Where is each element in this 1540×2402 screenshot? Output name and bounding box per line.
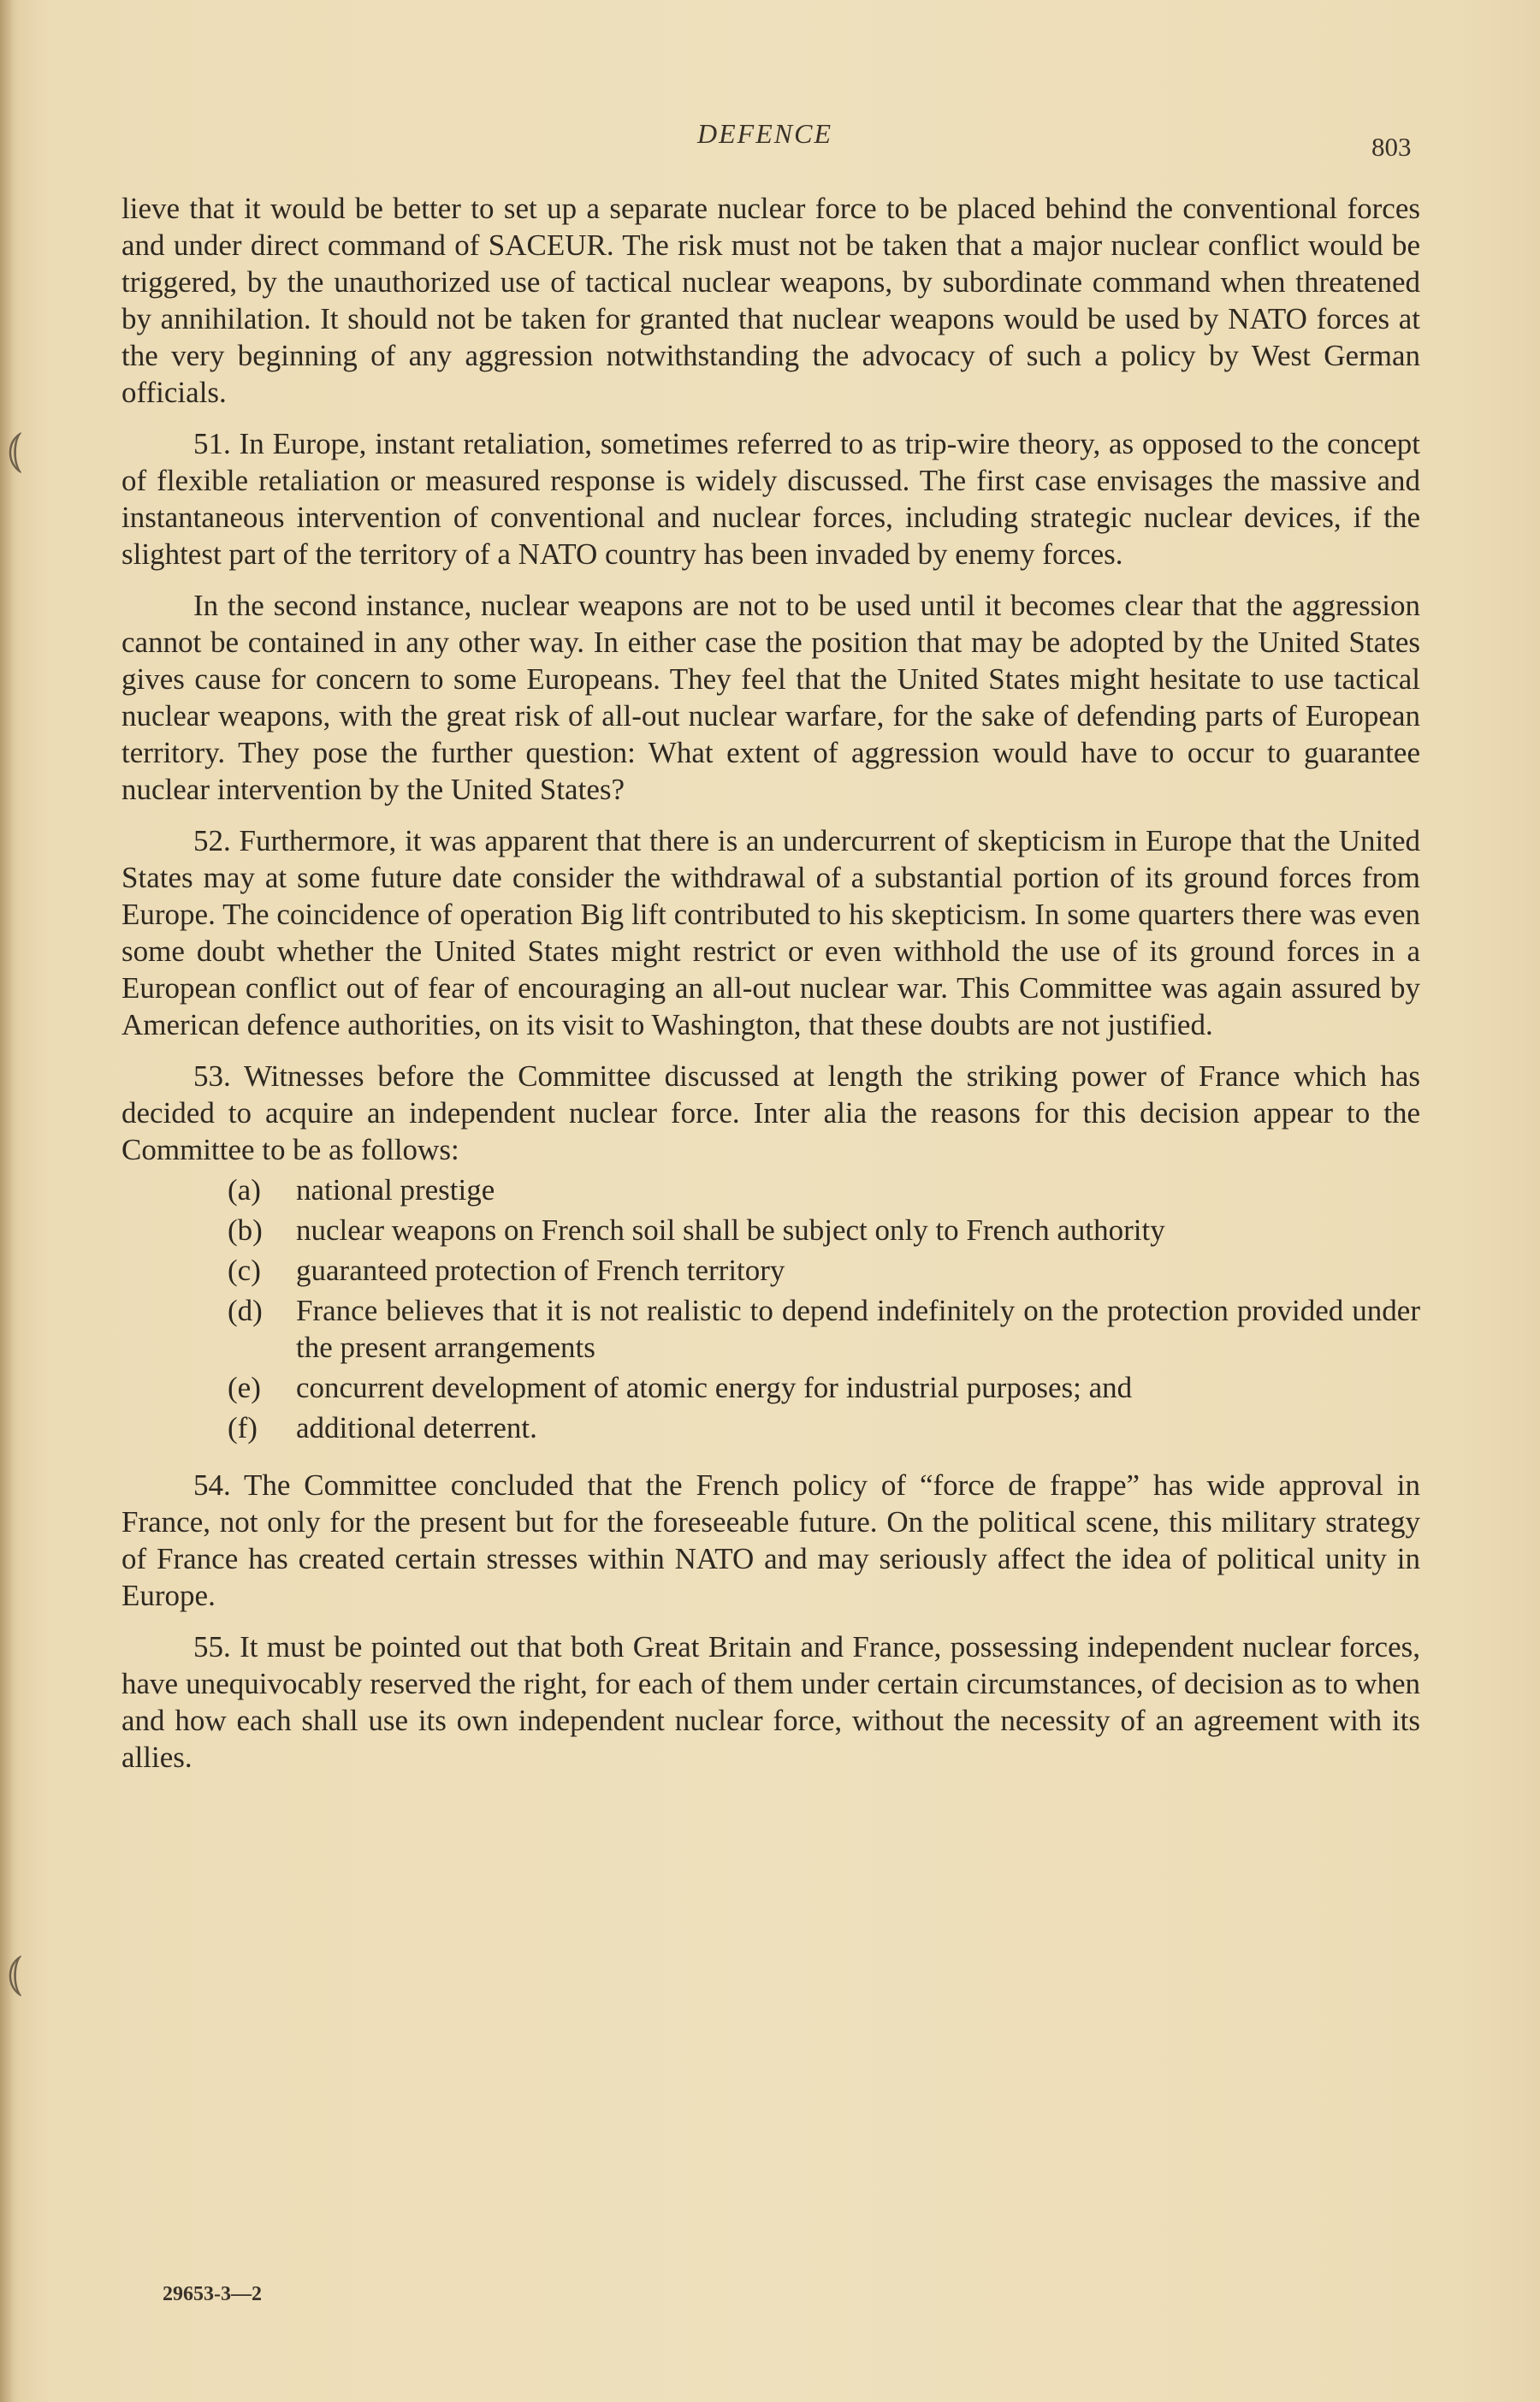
list-item — [121, 1171, 1420, 1208]
page-number: 803 — [1371, 132, 1412, 162]
list-item — [121, 1409, 1420, 1446]
list-item-label: (a) — [228, 1173, 261, 1207]
list-item-label: (c) — [228, 1254, 261, 1287]
list-item — [121, 1252, 1420, 1289]
list-item-label: (f) — [228, 1411, 258, 1444]
list-item — [121, 1292, 1420, 1366]
list-item-text: France believes that it is not realistic to depend indefinitely on the protection provided under the present arrangements — [296, 1294, 1420, 1364]
paragraph-54: 54. The Committee concluded that the French policy of “force de frappe” has wide approval in France, not only for the present but for the foreseeable future. On the political scene, this military strategy of France has created certain stresses within NATO and may seriously affect the idea of political unity in Europe. — [121, 1468, 1420, 1612]
print-code: 29653-3—2 — [163, 2283, 262, 2305]
list-item-text: guaranteed protection of French territory — [296, 1254, 785, 1287]
list-item-label: (d) — [228, 1294, 263, 1327]
list-item-label: (b) — [228, 1213, 263, 1247]
list-item — [121, 1212, 1420, 1248]
running-head: DEFENCE — [697, 118, 832, 149]
paragraph-52: 52. Furthermore, it was apparent that there is an undercurrent of skepticism in Europe that the United States may at some future date consider the withdrawal of a substantial portion of its ground forces from Europe. The coincidence of operation Big lift contributed to his skepticism. In some quarters there was even some doubt whether the United States might restrict or even withhold the use of its ground forces in a European conflict out of fear of encouraging an all-out nuclear war. This Committee was again assured by American defence authorities, on its visit to Washington, that these doubts are not justified. — [121, 824, 1420, 1041]
list-item — [121, 1369, 1420, 1406]
binding-hole-mark: ⦅ — [7, 421, 23, 477]
paragraph-51: 51. In Europe, instant retaliation, sometimes referred to as trip-wire theory, as opposed to the concept of flexible retaliation or measured response is widely discussed. The first case envisages the massive and instantaneous intervention of conventional and nuclear forces, including strategic nuclear devices, if the slightest part of the territory of a NATO country has been invaded by enemy forces. — [121, 427, 1420, 571]
page-binding-edge — [0, 0, 12, 2402]
list-item-text: concurrent development of atomic energy for industrial purposes; and — [296, 1371, 1133, 1404]
paragraph-continued: lieve that it would be better to set up a separate nuclear force to be placed behind the conventional forces and under direct command of SACEUR. The risk must not be taken that a major nuclear conflict would be triggered, by the unauthorized use of tactical nuclear weapons, by subordinate command when threatened by annihilation. It should not be taken for granted that nuclear weapons would be used by NATO forces at the very beginning of any aggression notwithstanding the advocacy of such a policy by West German officials. — [121, 192, 1420, 409]
list-item-text: additional deterrent. — [296, 1411, 537, 1444]
page-body — [121, 190, 1420, 1790]
list-item-label: (e) — [228, 1371, 261, 1404]
paragraph-51-continued: In the second instance, nuclear weapons are not to be used until it becomes clear that the aggression cannot be contained in any other way. In either case the position that may be adopted by the United States gives cause for concern to some Europeans. They feel that the United States might hesitate to use tactical nuclear weapons, with the great risk of all-out nuclear warfare, for the sake of defending parts of European territory. They pose the further question: What extent of aggression would have to occur to guarantee nuclear intervention by the United States? — [121, 589, 1420, 806]
binding-hole-mark: ⦅ — [7, 1944, 23, 2000]
reasons-list — [121, 1171, 1420, 1446]
paragraph-55: 55. It must be pointed out that both Great Britain and France, possessing independent nuclear forces, have unequivocably reserved the right, for each of them under certain circumstances, of decision as to when and how each shall use its own independent nuclear force, without the necessity of an agreement with its allies. — [121, 1630, 1420, 1774]
paragraph-53: 53. Witnesses before the Committee discussed at length the striking power of France which has decided to acquire an independent nuclear force. Inter alia the reasons for this decision appear to the Committee to be as follows: — [121, 1059, 1420, 1166]
list-item-text: national prestige — [296, 1173, 495, 1207]
list-item-text: nuclear weapons on French soil shall be subject only to French authority — [296, 1213, 1165, 1247]
